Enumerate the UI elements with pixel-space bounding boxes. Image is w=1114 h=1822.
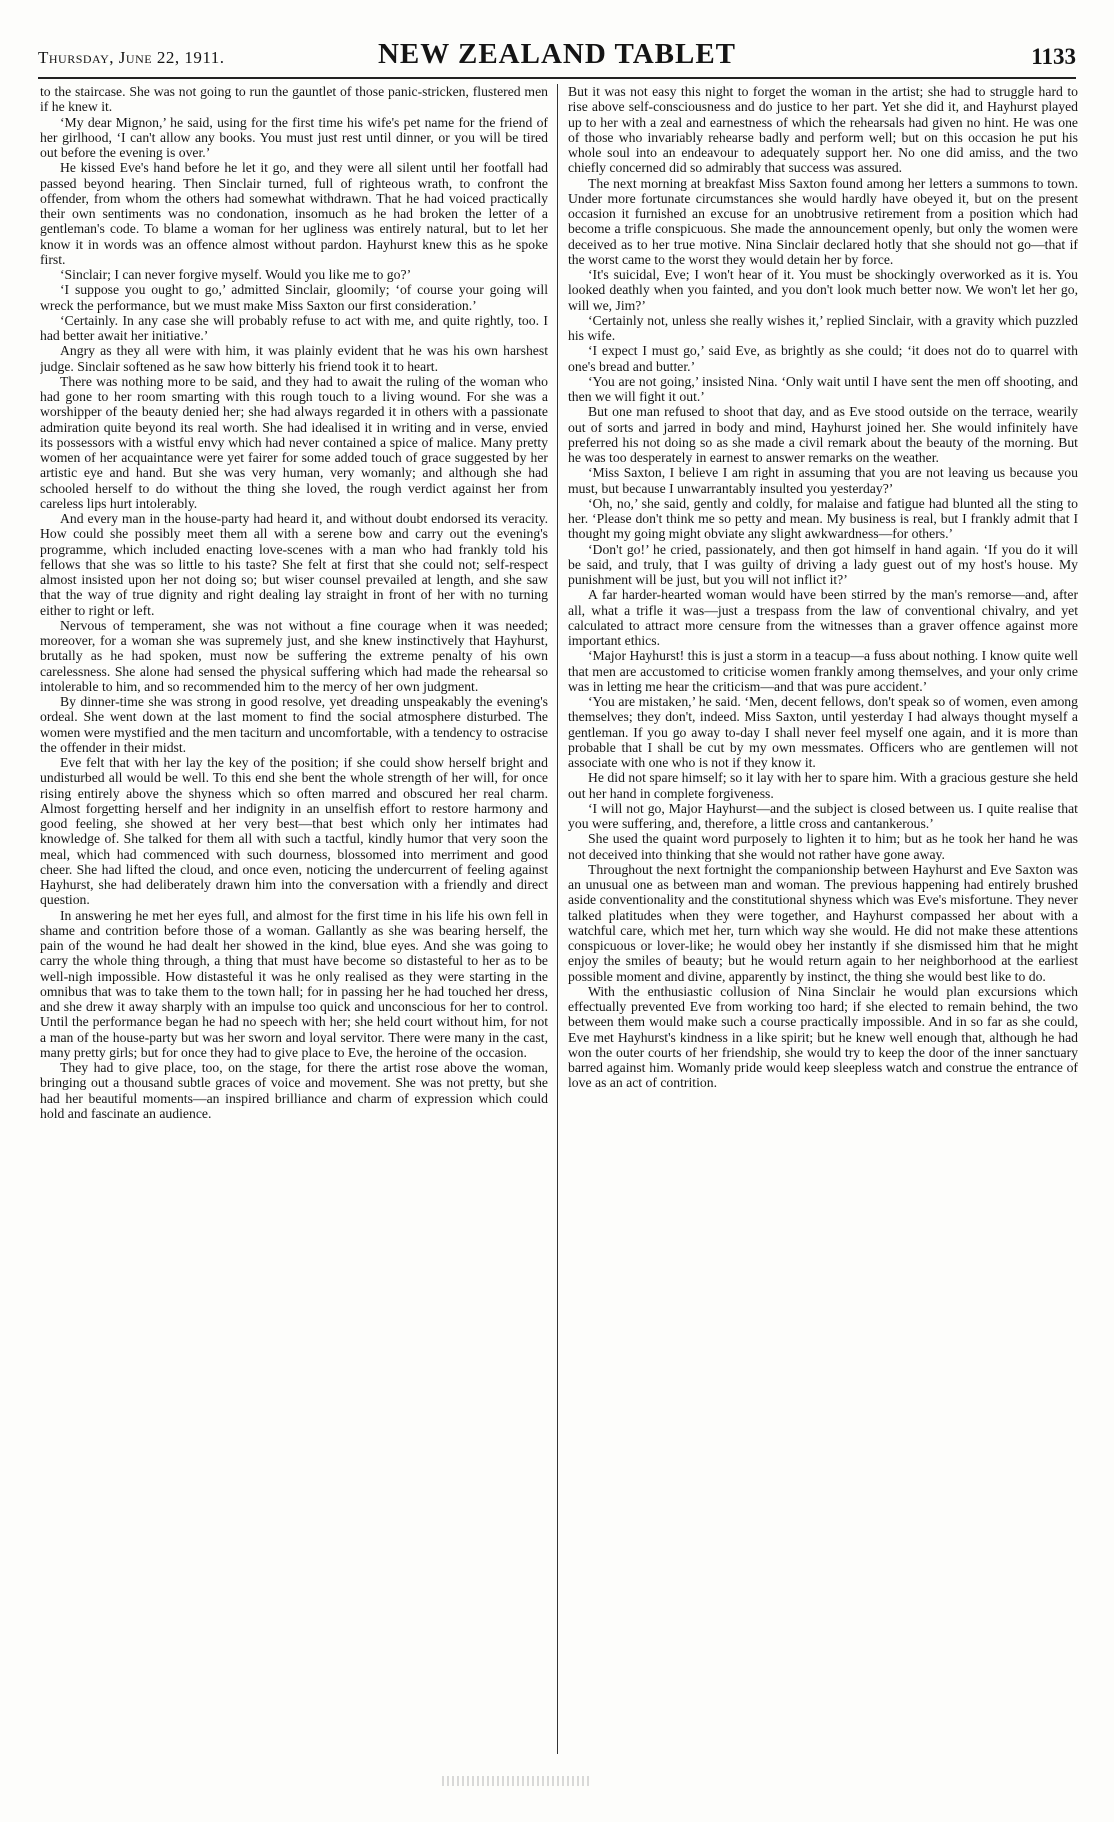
paragraph: Throughout the next fortnight the companionship between Hayhurst and Eve Saxton was an unusual one as between man and woman. The previous happening had entirely brushed aside conventionality and the constitutional shyness which was Eve's misfortune. They never talked platitudes when they were together, and Hayhurst compassed her about with a watchful care, which met her, turn which way she would. He did not make these attentions conspicuous or lover-like; he would obey her instantly if she dismissed him that he might enjoy the smiles of beauty; but he would return again to her neighborhood at the earliest possible moment and divine, apparently by instinct, the thing she would best like to do. <box>568 861 1078 984</box>
page-number: 1133 <box>1031 44 1076 69</box>
paragraph: ‘Don't go!’ he cried, passionately, and then got himself in hand again. ‘If you do it will be said, and truly, that I was guilty of driving a lady guest out of my host's house. My punishment will be just, but you will not inflict it?’ <box>568 541 1078 587</box>
paragraph: ‘You are not going,’ insisted Nina. ‘Only wait until I have sent the men off shooting, and then we will fight it out.’ <box>568 373 1078 404</box>
paragraph: They had to give place, too, on the stage, for there the artist rose above the woman, bringing out a thousand subtle graces of voice and movement. She was not pretty, but she had her beautiful moments—an inspired brilliance and charm of expression which could hold and fascinate an audience. <box>40 1060 548 1121</box>
paragraph: ‘It's suicidal, Eve; I won't hear of it. You must be shockingly overworked as it is. You looked deathly when you fainted, and you don't look much better now. We won't let her go, will we, Jim?’ <box>568 267 1078 313</box>
paragraph: Nervous of temperament, she was not without a fine courage when it was needed; moreover, for a woman she was supremely just, and she knew instinctively that Hayhurst, brutally as he had spoken, must now be suffering the extreme penalty of his own carelessness. She alone had sensed the physical suffering which had made the rehearsal so intolerable to him, and so recommended him to the mercy of her own judgment. <box>40 617 548 694</box>
paragraph: to the staircase. She was not going to run the gauntlet of those panic-stricken, flustered men if he knew it. <box>40 84 548 115</box>
paragraph: ‘Miss Saxton, I believe I am right in assuming that you are not leaving us because you must, but because I unwarrantably insulted you yesterday?’ <box>568 465 1078 496</box>
paragraph: In answering he met her eyes full, and almost for the first time in his life his own fell in shame and contrition before those of a woman. Gallantly as she was bearing herself, the pain of the wound he had dealt her showed in the kind, blue eyes. And she was going to carry the whole thing through, a thing that must have become so distasteful to her as to be well-nigh impossible. How distasteful it was he only realised as they were starting in the omnibus that was to take them to the town hall; for in passing her he had touched her dress, and she drew it away sharply with an impulse too quick and unconscious for her to control. Until the performance began he had no speech with her; she held court without him, for not a man of the house-party but was her sworn and loyal servitor. There were many in the cast, many pretty girls; but for once they had to give place to Eve, the heroine of the occasion. <box>40 907 548 1060</box>
newspaper-title: NEW ZEALAND TABLET <box>377 38 737 70</box>
paragraph: Eve felt that with her lay the key of the position; if she could show herself bright and undisturbed all would be well. To this end she bent the whole strength of her will, for once rising entirely above the shyness which so often marred and obscured her real charm. Almost forgetting herself and her indignity in an unselfish effort to restore harmony and good feeling, she showed at her very best—that best which only her intimates had knowledge of. She talked for them all with such a tactful, kindly humor that very soon the meal, which had commenced with such dourness, blossomed into merriment and good cheer. She had lifted the cloud, and once even, noticing the undercurrent of feeling against Hayhurst, she had deliberately drawn him into the conversation with a friendly and direct question. <box>40 755 548 908</box>
paragraph: The next morning at breakfast Miss Saxton found among her letters a summons to town. Under more fortunate circumstances she would hardly have obeyed it, but on the present occasion it furnished an excuse for an unobtrusive retirement from a position which had become a trifle conspicuous. She made the announcement openly, but only the women were deceived as to her true motive. Nina Sinclair declared hotly that she should not go—that if the worst came to the worst they would detain her by force. <box>568 175 1078 267</box>
paragraph: ‘I suppose you ought to go,’ admitted Sinclair, gloomily; ‘of course your going will wreck the performance, but we must make Miss Saxton our first consideration.’ <box>40 282 548 313</box>
page-header <box>38 38 1076 74</box>
paragraph: ‘Certainly. In any case she will probably refuse to act with me, and quite rightly, too. I had better await her initiative.’ <box>40 312 548 343</box>
paragraph: But it was not easy this night to forget the woman in the artist; she had to struggle hard to rise above self-consciousness and do justice to her part. Yet she did it, and Hayhurst played up to her with a zeal and earnestness of which the rehearsals had given no hint. He was one of those who invariably rehearse badly and perform well; but on this occasion he put his whole soul into an endeavour to adequately support her. No one did amiss, and the two chiefly concerned did so admirably that success was assured. <box>568 84 1078 176</box>
paragraph: But one man refused to shoot that day, and as Eve stood outside on the terrace, wearily out of sorts and jarred in body and mind, Hayhurst joined her. She would infinitely have preferred his not doing so as she made a civil remark about the beauty of the morning. But he was too desperately in earnest to answer remarks on the weather. <box>568 404 1078 465</box>
paragraph: There was nothing more to be said, and they had to await the ruling of the woman who had gone to her room smarting with this rough touch to a living wound. For she was a worshipper of the beauty denied her; she had always regarded it in others with a passionate admiration quite beyond its real worth. She had idealised it in writing and in verse, envied its possessors with a wistful envy which had never contained a spice of malice. Many pretty women of her acquaintance were yet fairer for some added touch of grace suggested by her artistic eye and hand. But she was very human, very womanly; and although she had schooled herself to do without the thing she loved, the rough verdict against her from careless lips hurt intolerably. <box>40 373 548 511</box>
paragraph: A far harder-hearted woman would have been stirred by the man's remorse—and, after all, what a trifle it was—just a trespass from the law of conventional chivalry, and yet calculated to attract more censure from the witnesses than a graver offence against more important ethics. <box>568 587 1078 648</box>
paragraph: ‘Certainly not, unless she really wishes it,’ replied Sinclair, with a gravity which puzzled his wife. <box>568 312 1078 343</box>
header-rule <box>38 77 1076 79</box>
left-column <box>40 84 548 1774</box>
paragraph: ‘My dear Mignon,’ he said, using for the first time his wife's pet name for the friend of her girlhood, ‘I can't allow any books. You must just rest until dinner, or you will be tired out before the evening is over.’ <box>40 114 548 160</box>
paragraph: He did not spare himself; so it lay with her to spare him. With a gracious gesture she held out her hand in complete forgiveness. <box>568 770 1078 801</box>
paragraph: With the enthusiastic collusion of Nina Sinclair he would plan excursions which effectually prevented Eve from working too hard; if she elected to remain behind, the two between them would make such a course practically impossible. And in so far as she could, Eve met Hayhurst's kindness in a like spirit; but he knew well enough that, although he had won the outer courts of her friendship, she would try to keep the door of the inner sanctuary barred against him. Womanly pride would keep sleepless watch and construe the entrance of love as an act of contrition. <box>568 983 1078 1091</box>
paragraph: Angry as they all were with him, it was plainly evident that he was his own harshest judge. Sinclair softened as he saw how bitterly his friend took it to heart. <box>40 343 548 374</box>
paragraph: ‘I will not go, Major Hayhurst—and the subject is closed between us. I quite realise that you were suffering, and, therefore, a little cross and cantankerous.’ <box>568 800 1078 831</box>
paragraph: He kissed Eve's hand before he let it go, and they were all silent until her footfall had passed beyond hearing. Then Sinclair turned, full of righteous wrath, to confront the offender, from whom the others had somewhat withdrawn. That he had voiced practically their own sentiments was no condonation, insomuch as he had broken the letter of a gentleman's code. To blame a woman for her ugliness was entirely natural, but to let her know it in words was an offence almost without pardon. Hayhurst knew this as he spoke first. <box>40 160 548 267</box>
paragraph: ‘I expect I must go,’ said Eve, as brightly as she could; ‘it does not do to quarrel with one's bread and butter.’ <box>568 343 1078 374</box>
paragraph: ‘You are mistaken,’ he said. ‘Men, decent fellows, don't speak so of women, even among themselves; they don't, indeed. Miss Saxton, until yesterday I had always thought myself a gentleman. If you go away to-day I shall never feel myself one again, and it is more than probable that I shall be cut by my own messmates. Officers who are gentlemen will not associate with one who is not if they know it. <box>568 694 1078 770</box>
paragraph: ‘Oh, no,’ she said, gently and coldly, for malaise and fatigue had blunted all the sting to her. ‘Please don't think me so petty and mean. My business is real, but I frankly admit that I thought my going might obviate any slight awkwardness—for others.’ <box>568 495 1078 542</box>
column-divider <box>557 84 558 1754</box>
paragraph: ‘Major Hayhurst! this is just a storm in a teacup—a fuss about nothing. I know quite well that men are accustomed to criticise women frankly among themselves, and your only crime was in letting me hear the criticism—and that was pure accident.’ <box>568 648 1078 694</box>
paragraph: By dinner-time she was strong in good resolve, yet dreading unspeakably the evening's ordeal. She went down at the last moment to find the social atmosphere disturbed. The women were mystified and the men taciturn and uncomfortable, with a tendency to ostracise the offender in their midst. <box>40 694 548 755</box>
paragraph: ‘Sinclair; I can never forgive myself. Would you like me to go?’ <box>60 267 412 282</box>
header-date: Thursday, June 22, 1911. <box>38 48 225 67</box>
print-smudge <box>442 1776 592 1786</box>
paragraph: And every man in the house-party had heard it, and without doubt endorsed its veracity. How could she possibly meet them all with a serene bow and carry out the evening's programme, which included enacting love-scenes with a man who had frankly told his fellows that she was so little to his taste? She felt at first that she could not; self-respect almost insisted upon her not doing so; but wiser counsel prevailed at length, and she saw that the way of true dignity and right dealing lay straight in front of her with no turning either to right or left. <box>40 511 548 618</box>
paragraph: She used the quaint word purposely to lighten it to him; but as he took her hand he was not deceived into thinking that she would not rather have gone away. <box>568 831 1078 862</box>
right-column <box>568 84 1078 1774</box>
